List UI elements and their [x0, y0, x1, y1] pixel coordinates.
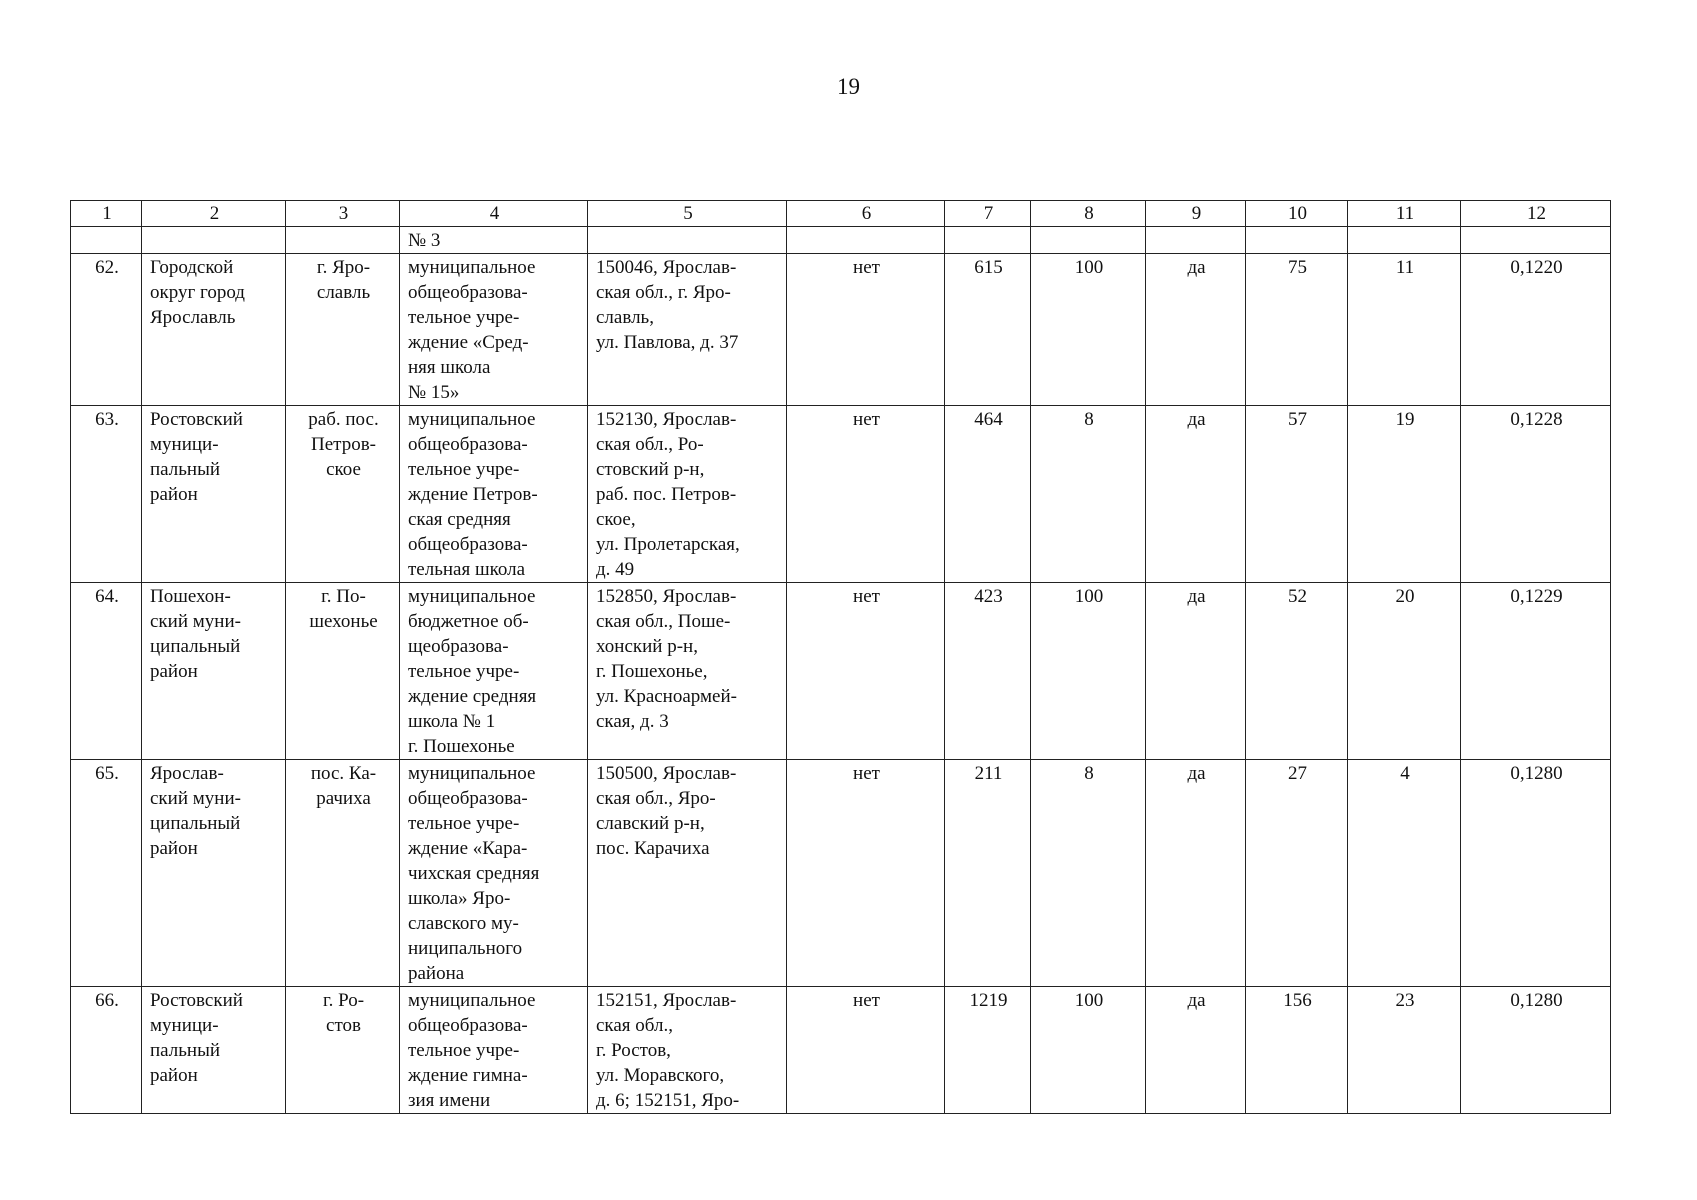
table-row: [71, 406, 1611, 583]
col10-cell: 52: [1246, 583, 1348, 760]
column-number-cell: 11: [1348, 201, 1461, 227]
col10-cell: 75: [1246, 254, 1348, 406]
col12-cell: 0,1228: [1461, 406, 1611, 583]
continuation-cell: [1146, 227, 1246, 254]
address-cell: 150500, Ярослав- ская обл., Яро- славский р-н, пос. Карачиха: [588, 760, 787, 987]
organization-cell: муниципальное бюджетное об- щеобразова- тельное учре- ждение средняя школа № 1 г. Пошехонье: [400, 583, 588, 760]
column-number-cell: 6: [787, 201, 945, 227]
col9-cell: да: [1146, 583, 1246, 760]
table-row: [71, 583, 1611, 760]
col10-cell: 27: [1246, 760, 1348, 987]
organization-cell: муниципальное общеобразова- тельное учре- ждение «Сред- няя школа № 15»: [400, 254, 588, 406]
table-row: [71, 987, 1611, 1114]
locality-cell: раб. пос. Петров- ское: [286, 406, 400, 583]
col8-cell: 100: [1031, 254, 1146, 406]
row-number-cell: 66.: [71, 987, 142, 1114]
column-number-cell: 7: [945, 201, 1031, 227]
row-number-cell: 63.: [71, 406, 142, 583]
table-row: [71, 254, 1611, 406]
col7-cell: 211: [945, 760, 1031, 987]
col10-cell: 57: [1246, 406, 1348, 583]
col11-cell: 19: [1348, 406, 1461, 583]
col8-cell: 100: [1031, 583, 1146, 760]
locality-cell: г. Яро- славль: [286, 254, 400, 406]
locality-cell: г. По- шехонье: [286, 583, 400, 760]
column-number-cell: 8: [1031, 201, 1146, 227]
address-cell: 152850, Ярослав- ская обл., Поше- хонский р-н, г. Пошехонье, ул. Красноармей- ская, д. 3: [588, 583, 787, 760]
col9-cell: да: [1146, 987, 1246, 1114]
organization-cell: муниципальное общеобразова- тельное учре- ждение гимна- зия имени: [400, 987, 588, 1114]
col12-cell: 0,1220: [1461, 254, 1611, 406]
col7-cell: 1219: [945, 987, 1031, 1114]
column-number-cell: 10: [1246, 201, 1348, 227]
column-number-cell: 12: [1461, 201, 1611, 227]
continuation-cell: [1348, 227, 1461, 254]
col11-cell: 20: [1348, 583, 1461, 760]
column-number-cell: 9: [1146, 201, 1246, 227]
col6-cell: нет: [787, 760, 945, 987]
col11-cell: 23: [1348, 987, 1461, 1114]
continuation-cell: [71, 227, 142, 254]
continuation-cell: [286, 227, 400, 254]
continuation-cell: [945, 227, 1031, 254]
municipality-cell: Городской округ город Ярославль: [142, 254, 286, 406]
column-number-cell: 5: [588, 201, 787, 227]
col8-cell: 100: [1031, 987, 1146, 1114]
continuation-cell: [142, 227, 286, 254]
col7-cell: 615: [945, 254, 1031, 406]
col6-cell: нет: [787, 406, 945, 583]
col9-cell: да: [1146, 760, 1246, 987]
column-number-cell: 3: [286, 201, 400, 227]
col7-cell: 464: [945, 406, 1031, 583]
row-number-cell: 65.: [71, 760, 142, 987]
organization-cell: муниципальное общеобразова- тельное учре- ждение Петров- ская средняя общеобразова- тельная школа: [400, 406, 588, 583]
municipality-cell: Ярослав- ский муни- ципальный район: [142, 760, 286, 987]
col8-cell: 8: [1031, 760, 1146, 987]
col8-cell: 8: [1031, 406, 1146, 583]
col9-cell: да: [1146, 406, 1246, 583]
col7-cell: 423: [945, 583, 1031, 760]
continuation-cell: [588, 227, 787, 254]
address-cell: 152151, Ярослав- ская обл., г. Ростов, ул. Моравского, д. 6; 152151, Яро-: [588, 987, 787, 1114]
municipality-cell: Пошехон- ский муни- ципальный район: [142, 583, 286, 760]
municipality-cell: Ростовский муници- пальный район: [142, 406, 286, 583]
municipality-cell: Ростовский муници- пальный район: [142, 987, 286, 1114]
col9-cell: да: [1146, 254, 1246, 406]
col12-cell: 0,1280: [1461, 987, 1611, 1114]
col6-cell: нет: [787, 254, 945, 406]
table-body: [71, 201, 1611, 1114]
address-cell: 152130, Ярослав- ская обл., Ро- стовский р-н, раб. пос. Петров- ское, ул. Пролетарская, д. 49: [588, 406, 787, 583]
continuation-cell: [787, 227, 945, 254]
column-number-cell: 1: [71, 201, 142, 227]
column-number-row: [71, 201, 1611, 227]
schools-table: [70, 200, 1611, 1114]
column-number-cell: 2: [142, 201, 286, 227]
row-number-cell: 64.: [71, 583, 142, 760]
continuation-cell: [1246, 227, 1348, 254]
col12-cell: 0,1229: [1461, 583, 1611, 760]
continuation-cell: [1461, 227, 1611, 254]
continuation-cell: [1031, 227, 1146, 254]
col6-cell: нет: [787, 583, 945, 760]
col12-cell: 0,1280: [1461, 760, 1611, 987]
locality-cell: пос. Ка- рачиха: [286, 760, 400, 987]
page-number: 19: [837, 74, 860, 99]
col10-cell: 156: [1246, 987, 1348, 1114]
col6-cell: нет: [787, 987, 945, 1114]
row-number-cell: 62.: [71, 254, 142, 406]
address-cell: 150046, Ярослав- ская обл., г. Яро- славль, ул. Павлова, д. 37: [588, 254, 787, 406]
table-row: [71, 760, 1611, 987]
column-number-cell: 4: [400, 201, 588, 227]
col11-cell: 4: [1348, 760, 1461, 987]
continuation-cell: № 3: [400, 227, 588, 254]
col11-cell: 11: [1348, 254, 1461, 406]
organization-cell: муниципальное общеобразова- тельное учре- ждение «Кара- чихская средняя школа» Яро- славского му- ниципального района: [400, 760, 588, 987]
locality-cell: г. Ро- стов: [286, 987, 400, 1114]
continuation-row: [71, 227, 1611, 254]
